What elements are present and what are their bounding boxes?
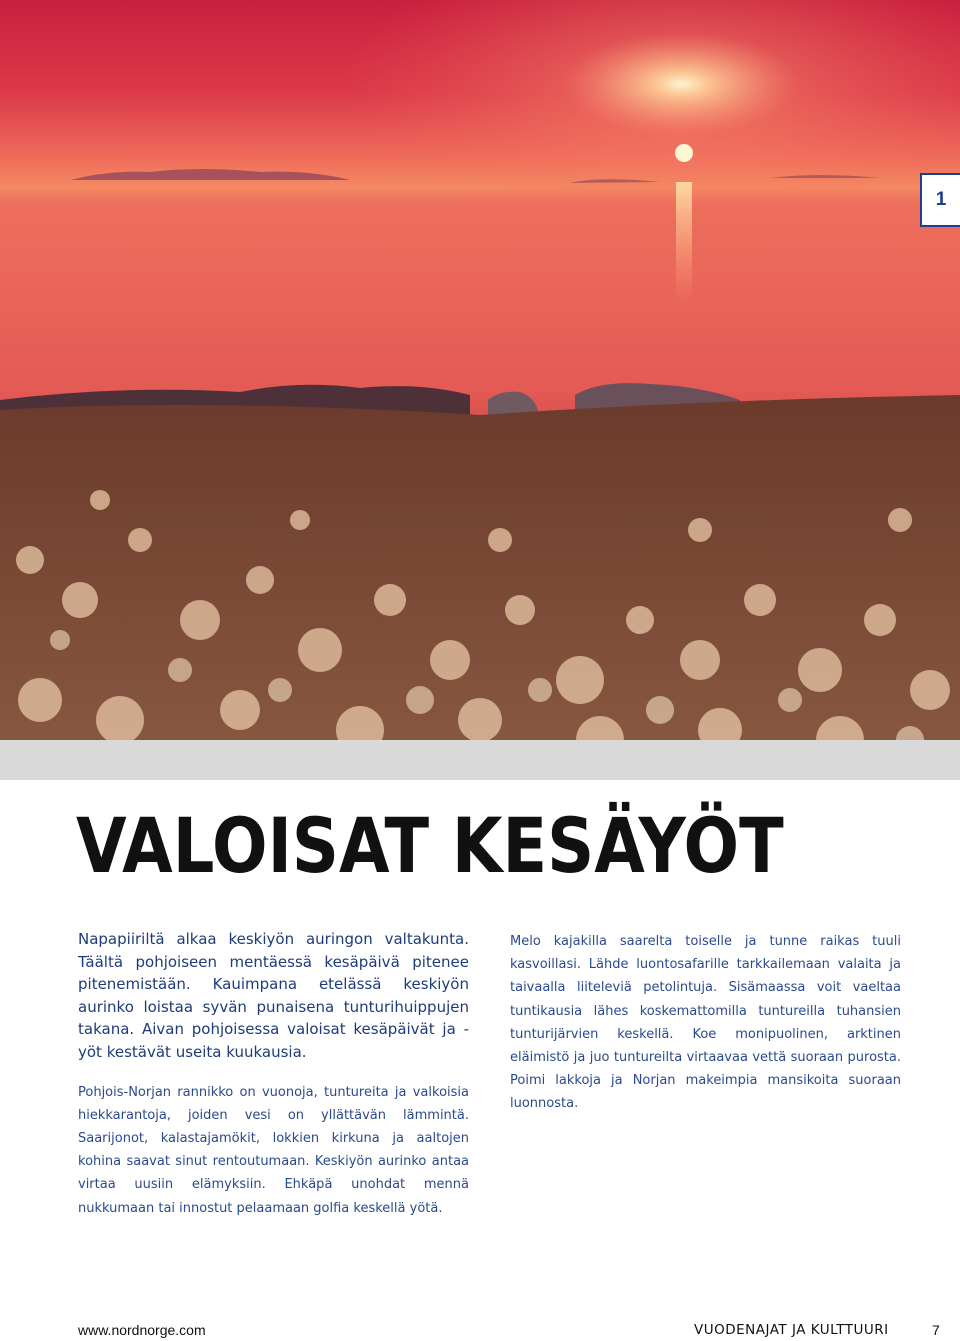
footer-section-name: VUODENAJAT JA KULTTUURI (694, 1322, 889, 1338)
chapter-number: 1 (935, 189, 947, 210)
body-paragraph-left: Pohjois-Norjan rannikko on vuonoja, tuntureita ja valkoisia hiekkarantoja, joiden vesi on yllättävän lämmintä. Saarijonot, kalastajamökit, lokkien kirkuna ja aaltojen kohina saavat sinut rentoutumaan. Keskiyön aurinko antaa virtaa uusiin elämyksiin. Ehkäpä unohdat mennä nukkumaan tai innostut pelaamaan golfia keskellä yötä. (78, 1084, 469, 1216)
lead-paragraph: Napapiiriltä alkaa keskiyön auringon valtakunta. Täältä pohjoiseen mentäessä kesäpäivä pitenee pitenemistään. Kauimpana etelässä keskiyön aurinko loistaa syvän punaisena tunturihuippujen takana. Aivan pohjoisessa valoisat kesäpäivät ja -yöt kestävät useita kuukausia. (78, 930, 469, 1061)
body-paragraph-right: Melo kajakilla saarelta toiselle ja tunne raikas tuuli kasvoillasi. Lähde luontosafarille tarkkailemaan valaita ja taivaalla liiteleviä petolintuja. Sisämaassa voit vaeltaa tuntikausia lähes koskemattomilla tuntureilla tuhansien tunturijärvien keskellä. Koe monipuolinen, arktinen eläimistö ja juo tuntureilta virtaavaa vettä suoraan purosta. Poimi lakkoja ja Norjan makeimpia mansikoita suoraan luonnosta. (510, 934, 901, 1112)
left-column (78, 928, 469, 1220)
right-column (510, 930, 901, 1116)
footer-website-link[interactable]: www.nordnorge.com (78, 1322, 206, 1338)
article-title: VALOISAT KESÄYÖT (76, 801, 784, 890)
chapter-number-tab (920, 173, 960, 227)
page-number: 7 (932, 1322, 940, 1338)
